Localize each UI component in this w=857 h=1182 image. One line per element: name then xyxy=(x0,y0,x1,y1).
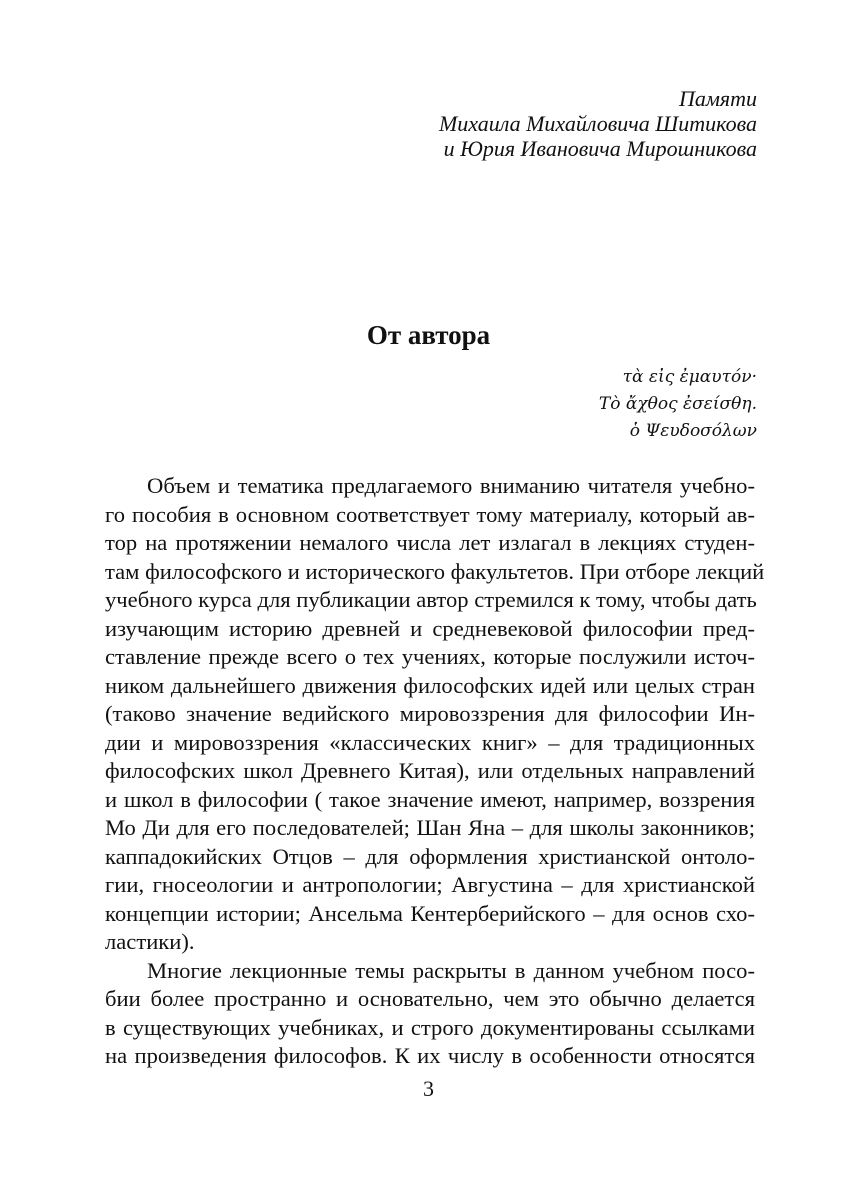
text-line: ластики). xyxy=(105,929,195,954)
epigraph-line: Τὸ ἄχθος ἐσείσθη. xyxy=(598,394,757,414)
text-line: изучающим историю древней и средневековой философии пред- xyxy=(105,615,755,641)
text-line: каппадокийских Отцов – для оформления христианской онтоло- xyxy=(105,843,755,869)
text-line: тор на протяжении немалого числа лет излагал в лекциях студен- xyxy=(105,530,755,555)
text-line: там философского и исторического факультетов. При отборе лекций xyxy=(105,558,765,584)
text-line: философских школ Древнего Китая), или отдельных направлений xyxy=(105,758,755,783)
text-line: на произведения философов. К их числу в особенности относятся xyxy=(105,1043,755,1068)
dedication xyxy=(439,86,757,161)
epigraph-line: τὰ εἰς ἐμαυτόν· xyxy=(622,367,757,387)
text-line: ником дальнейшего движения философских идей или целых стран xyxy=(105,672,755,698)
text-line: го пособия в основном соответствует тому материалу, который ав- xyxy=(105,501,755,527)
text-line: Многие лекционные темы раскрыты в данном учебном посо- xyxy=(147,957,755,983)
text-line: дии и мировоззрения «классических книг» – для традиционных xyxy=(105,729,755,755)
text-line: концепции истории; Ансельма Кентерберийского – для основ схо- xyxy=(105,900,755,926)
dedication-line: Памяти xyxy=(678,86,757,111)
paragraph-2 xyxy=(105,957,755,1071)
dedication-line: Михаила Михайловича Шитикова xyxy=(438,111,757,136)
chapter-title: От автора xyxy=(366,320,491,350)
page-number: 3 xyxy=(423,1076,434,1101)
text-line: ставление прежде всего о тех учениях, которые послужили источ- xyxy=(105,644,755,669)
text-line: и школ в философии ( такое значение имеют, например, воззрения xyxy=(105,786,755,812)
text-line: (таково значение ведийского мировоззрения для философии Ин- xyxy=(105,701,755,726)
text-line: в существующих учебниках, и строго документированы ссылками xyxy=(105,1014,755,1040)
text-line: гии, гносеологии и антропологии; Августина – для христианской xyxy=(105,872,755,897)
paragraph-1 xyxy=(105,472,765,957)
epigraph xyxy=(599,364,757,445)
text-line: бии более пространно и основательно, чем это обычно делается xyxy=(105,986,755,1011)
epigraph-line: ὁ Ψευδοσόλων xyxy=(629,421,757,441)
text-line: Объем и тематика предлагаемого вниманию читателя учебно- xyxy=(147,473,755,498)
text-line: Мо Ди для его последователей; Шан Яна – для школы законников; xyxy=(105,815,755,840)
text-line: учебного курса для публикации автор стремился к тому, чтобы дать xyxy=(105,587,757,612)
dedication-line: и Юрия Ивановича Мирошникова xyxy=(443,136,757,161)
body-text xyxy=(105,472,765,1071)
